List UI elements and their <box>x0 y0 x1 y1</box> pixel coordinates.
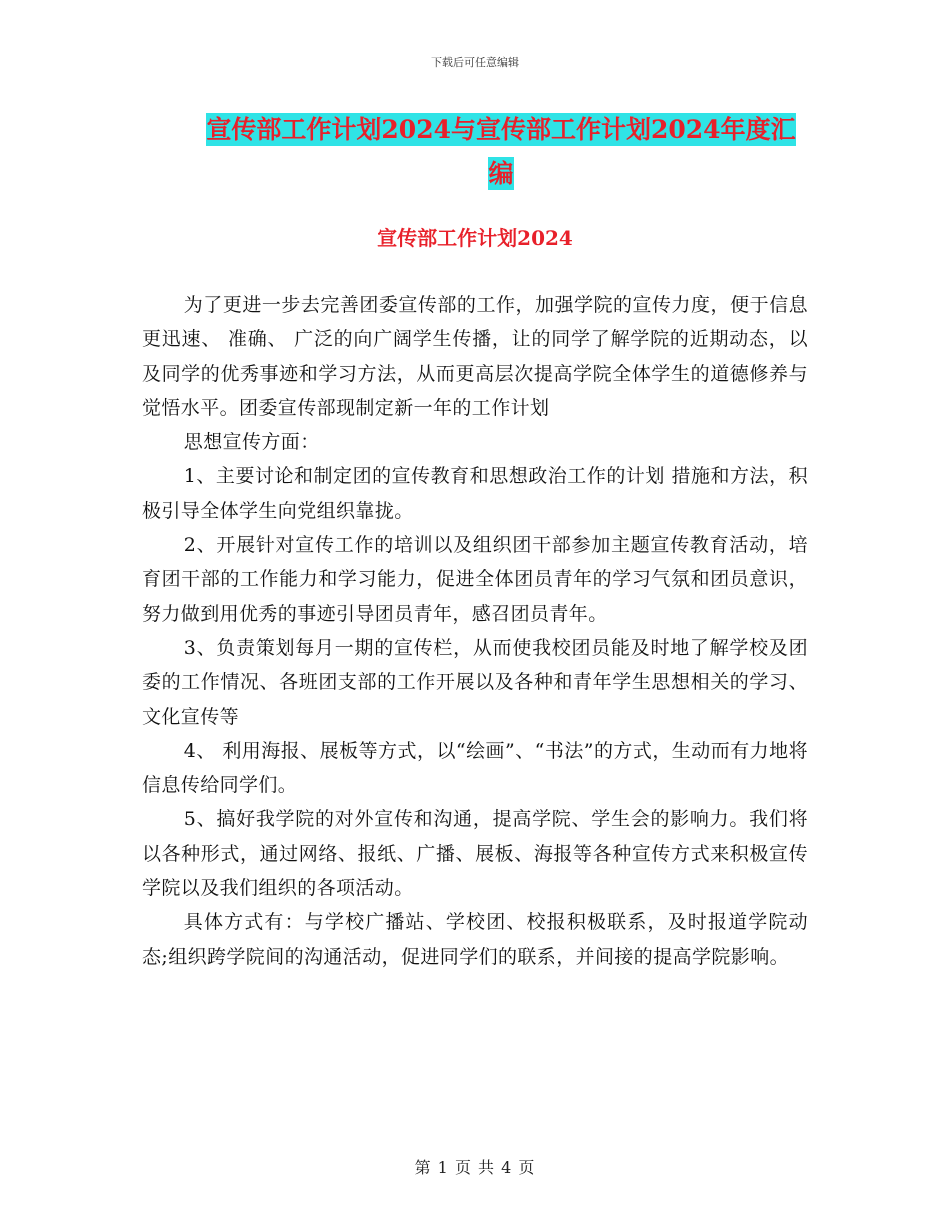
body-text <box>142 288 808 974</box>
paragraph: 1、主要讨论和制定团的宣传教育和思想政治工作的计划 措施和方法，积极引导全体学生向党组织靠拢。 <box>142 465 808 522</box>
paragraph: 3、负责策划每月一期的宣传栏，从而使我校团员能及时地了解学校及团委的工作情况、各班团支部的工作开展以及各种和青年学生思想相关的学习、文化宣传等 <box>142 636 808 728</box>
paragraph: 思想宣传方面： <box>183 431 320 454</box>
header-note: 下载后可任意编辑 <box>431 56 519 69</box>
document-title-text: 宣传部工作计划2024与宣传部工作计划2024年度汇编 <box>206 115 796 188</box>
paragraph: 4、 利用海报、展板等方式，以“绘画”、“书法”的方式，生动而有力地将信息传给同学们。 <box>142 739 808 797</box>
page-number: 第 1 页 共 4 页 <box>414 1158 536 1177</box>
paragraph: 2、开展针对宣传工作的培训以及组织团干部参加主题宣传教育活动，培育团干部的工作能力和学习能力，促进全体团员青年的学习气氛和团员意识，努力做到用优秀的事迹引导团员青年，感召团员青年。 <box>142 534 808 625</box>
paragraph: 5、搞好我学院的对外宣传和沟通，提高学院、学生会的影响力。我们将以各种形式，通过网络、报纸、广播、展板、海报等各种宣传方式来积极宣传学院以及我们组织的各项活动。 <box>142 808 808 900</box>
document-title <box>196 108 806 196</box>
paragraph: 具体方式有：与学校广播站、学校团、校报积极联系，及时报道学院动态;组织跨学院间的沟通活动，促进同学们的联系，并间接的提高学院影响。 <box>142 911 808 968</box>
section-title: 宣传部工作计划2024 <box>377 226 573 250</box>
paragraph: 为了更进一步去完善团委宣传部的工作，加强学院的宣传力度，便于信息更迅速、 准确、 广泛的向广阔学生传播，让的同学了解学院的近期动态，以及同学的优秀事迹和学习方法，从而更高层次提高学院全体学生的道德修养与觉悟水平。团委宣传部现制定新一年的工作计划 <box>142 294 808 419</box>
